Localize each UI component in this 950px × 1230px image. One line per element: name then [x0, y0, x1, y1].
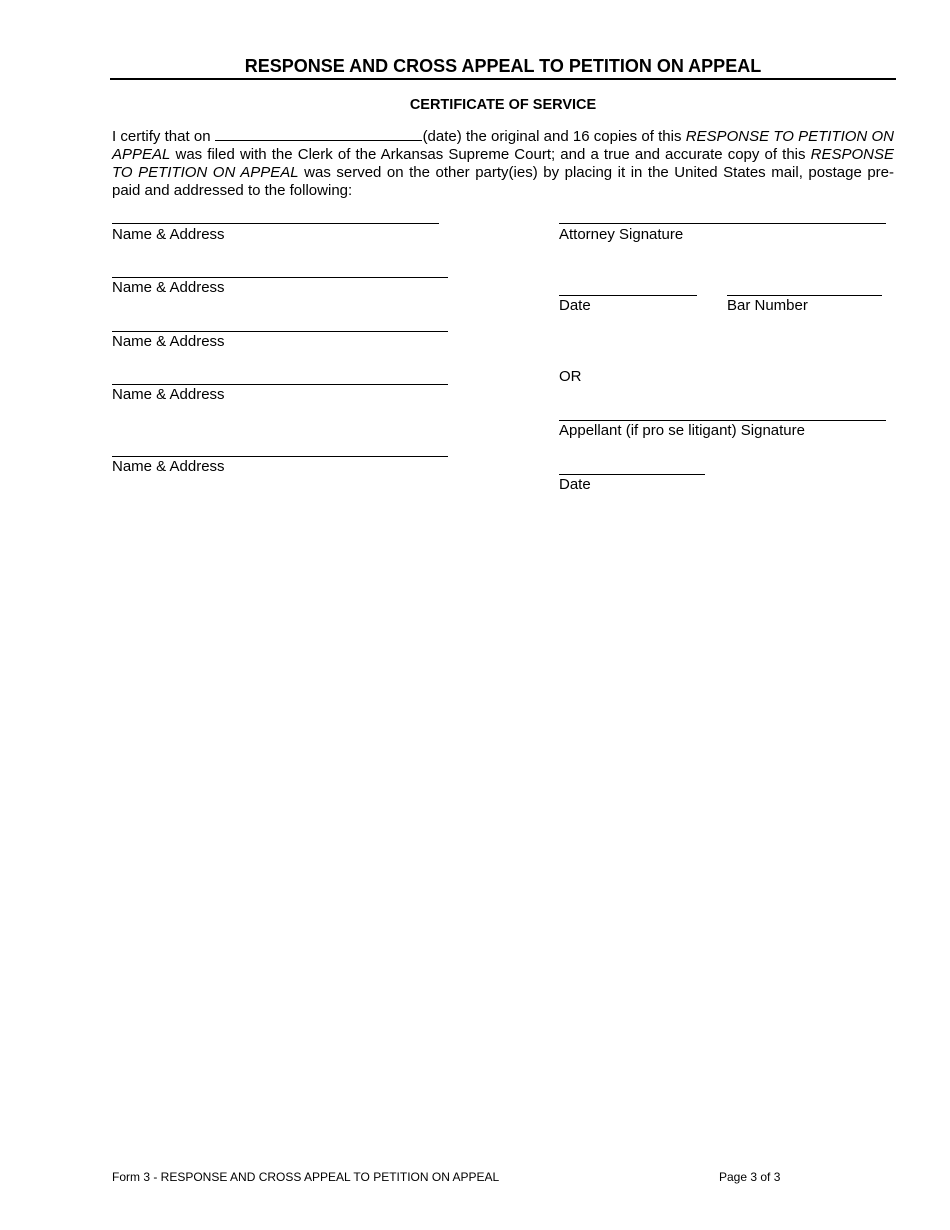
- service-date-blank[interactable]: [215, 127, 422, 141]
- recipient-4-line[interactable]: [112, 384, 448, 385]
- appellant-date-label: Date: [559, 476, 591, 493]
- appellant-date-line[interactable]: [559, 474, 705, 475]
- recipient-2-label: Name & Address: [112, 279, 225, 296]
- recipient-5-line[interactable]: [112, 456, 448, 457]
- recipient-2-line[interactable]: [112, 277, 448, 278]
- certificate-heading: CERTIFICATE OF SERVICE: [409, 97, 597, 113]
- or-separator: OR: [559, 368, 582, 385]
- title-double-rule: [110, 78, 896, 82]
- certify-document-name-2: RESPONSE TO PETITION ON APPEAL: [112, 146, 894, 181]
- recipient-3-label: Name & Address: [112, 333, 225, 350]
- attorney-date-label: Date: [559, 297, 591, 314]
- attorney-signature-line[interactable]: [559, 223, 886, 224]
- certification-paragraph: [112, 127, 894, 200]
- recipient-4-label: Name & Address: [112, 386, 225, 403]
- document-title: RESPONSE AND CROSS APPEAL TO PETITION ON APPEAL: [244, 56, 762, 76]
- certify-text-part1: I certify that on: [112, 128, 211, 145]
- recipient-3-line[interactable]: [112, 331, 448, 332]
- certify-text-part3: was filed with the Clerk of the Arkansas Supreme Court; and a true and accurate copy of this: [170, 146, 811, 163]
- bar-number-line[interactable]: [727, 295, 882, 296]
- recipient-1-label: Name & Address: [112, 226, 225, 243]
- recipient-5-label: Name & Address: [112, 458, 225, 475]
- appellant-signature-label: Appellant (if pro se litigant) Signature: [559, 422, 805, 439]
- certify-text-part4: was served on the other party(ies) by placing it in the United States mail, postage pre-paid and addressed to the following:: [112, 164, 894, 199]
- bar-number-label: Bar Number: [727, 297, 808, 314]
- certify-document-name-1: RESPONSE TO PETITION ON APPEAL: [112, 128, 894, 163]
- recipient-1-line[interactable]: [112, 223, 439, 224]
- attorney-date-line[interactable]: [559, 295, 697, 296]
- footer-form-name: Form 3 - RESPONSE AND CROSS APPEAL TO PETITION ON APPEAL: [112, 1170, 500, 1184]
- footer-page-number: Page 3 of 3: [719, 1170, 781, 1184]
- appellant-signature-line[interactable]: [559, 420, 886, 421]
- attorney-signature-label: Attorney Signature: [559, 226, 684, 243]
- certify-text-part2: (date) the original and 16 copies of this: [422, 128, 686, 145]
